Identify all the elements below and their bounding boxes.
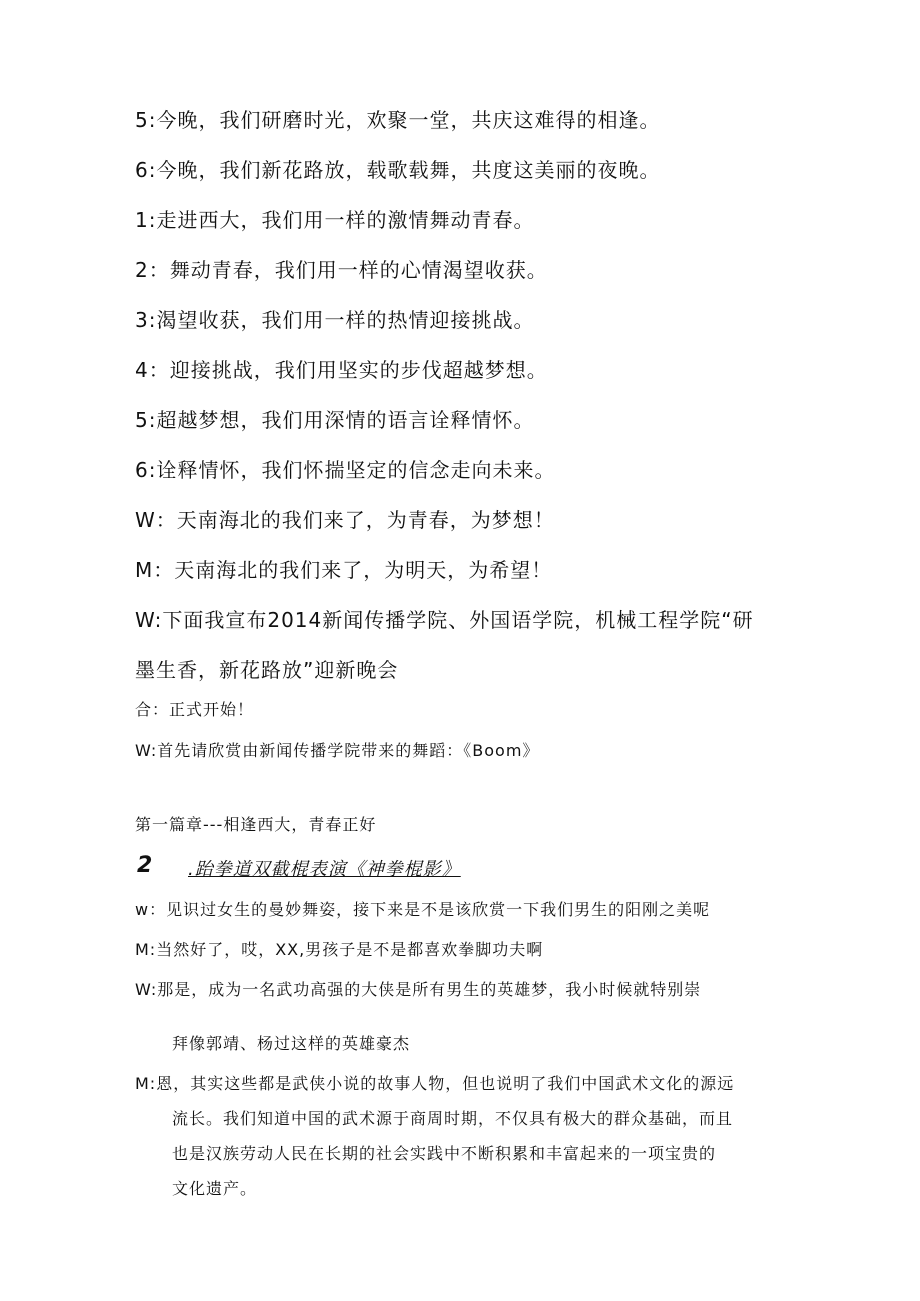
script-line: 6:诠释情怀，我们怀揣坚定的信念走向未来。	[135, 458, 556, 482]
dialogue-line: 也是汉族劳动人民在长期的社会实践中不断积累和丰富起来的一项宝贵的	[172, 1144, 717, 1163]
script-line: 5:超越梦想，我们用深情的语言诠释情怀。	[135, 408, 535, 432]
together-line: 合：正式开始！	[135, 700, 255, 719]
section-number: 2	[137, 853, 153, 878]
chapter-title: 第一篇章---相逢西大，青春正好	[135, 815, 377, 834]
dialogue-line: 拜像郭靖、杨过这样的英雄豪杰	[172, 1034, 411, 1053]
script-line: 6:今晚，我们新花路放，载歌载舞，共度这美丽的夜晚。	[135, 158, 661, 182]
announcement-line: 墨生香，新花路放”迎新晚会	[135, 658, 399, 682]
dialogue-line: w：见识过女生的曼妙舞姿，接下来是不是该欣赏一下我们男生的阳刚之美呢	[135, 900, 711, 919]
script-line: M：天南海北的我们来了，为明天，为希望！	[135, 558, 553, 582]
script-line: W：天南海北的我们来了，为青春，为梦想！	[135, 508, 555, 532]
script-line: 2：舞动青春，我们用一样的心情渴望收获。	[135, 258, 548, 282]
dialogue-line: W:那是，成为一名武功高强的大侠是所有男生的英雄梦，我小时候就特别崇	[135, 980, 702, 999]
dialogue-line: 文化遗产。	[172, 1179, 258, 1198]
first-show-line: W:首先请欣赏由新闻传播学院带来的舞蹈：《Boom》	[135, 741, 540, 760]
dialogue-line: M:恩，其实这些都是武侠小说的故事人物，但也说明了我们中国武术文化的源远	[135, 1074, 735, 1093]
announcement-line: W:下面我宣布2014新闻传播学院、外国语学院，机械工程学院“研	[135, 608, 754, 632]
dialogue-line: M:当然好了，哎，XX,男孩子是不是都喜欢拳脚功夫啊	[135, 940, 544, 959]
script-line: 1:走进西大，我们用一样的激情舞动青春。	[135, 208, 535, 232]
script-line: 5:今晚，我们研磨时光，欢聚一堂，共庆这难得的相逢。	[135, 108, 661, 132]
section-title: .跆拳道双截棍表演《神拳棍影》	[188, 859, 461, 880]
dialogue-line: 流长。我们知道中国的武术源于商周时期，不仅具有极大的群众基础，而且	[172, 1109, 734, 1128]
script-line: 3:渴望收获，我们用一样的热情迎接挑战。	[135, 308, 535, 332]
script-line: 4：迎接挑战，我们用坚实的步伐超越梦想。	[135, 358, 548, 382]
